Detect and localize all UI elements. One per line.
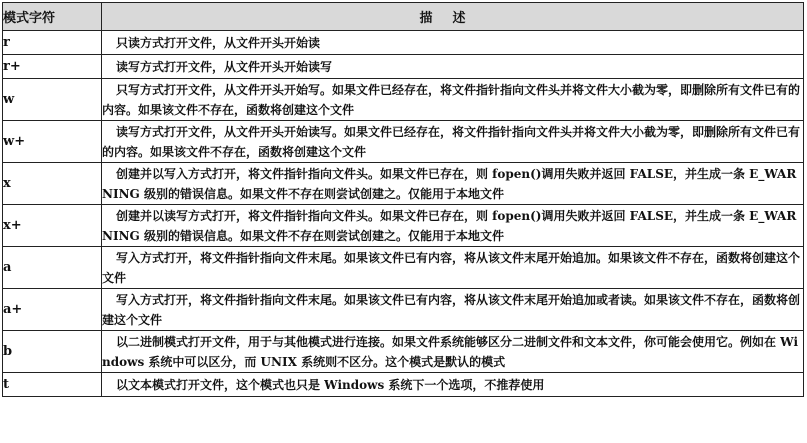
header-mode: 模式字符 [3, 3, 102, 31]
header-description: 描述 [102, 3, 804, 31]
mode-cell: r [3, 31, 102, 55]
description-cell: 只写方式打开文件，从文件开头开始写。如果文件已经存在，将文件指针指向文件头并将文件大小截为零，即删除所有文件已有的内容。如果该文件不存在，函数将创建这个文件 [102, 79, 804, 121]
description-cell: 读写方式打开文件，从文件开头开始读写 [102, 55, 804, 79]
description-cell: 以文本模式打开文件，这个模式也只是 Windows 系统下一个选项，不推荐使用 [102, 373, 804, 397]
table-row [3, 31, 804, 55]
description-cell: 创建并以读写方式打开，将文件指针指向文件头。如果文件已存在，则 fopen()调用失败并返回 FALSE，并生成一条 E_WARNING 级别的错误信息。如果文件不存在则尝试创建之。仅能用于本地文件 [102, 205, 804, 247]
description-cell: 读写方式打开文件，从文件开头开始读写。如果文件已经存在，将文件指针指向文件头并将文件大小截为零，即删除所有文件已有的内容。如果该文件不存在，函数将创建这个文件 [102, 121, 804, 163]
description-cell: 写入方式打开，将文件指针指向文件末尾。如果该文件已有内容，将从该文件末尾开始追加。如果该文件不存在，函数将创建这个文件 [102, 247, 804, 289]
table-row [3, 373, 804, 397]
description-cell: 创建并以写入方式打开，将文件指针指向文件头。如果文件已存在，则 fopen()调用失败并返回 FALSE，并生成一条 E_WARNING 级别的错误信息。如果文件不存在则尝试创建之。仅能用于本地文件 [102, 163, 804, 205]
table-row [3, 289, 804, 331]
mode-cell: w [3, 79, 102, 121]
table-row [3, 331, 804, 373]
mode-cell: x [3, 163, 102, 205]
file-mode-table-wrapper [2, 2, 803, 397]
description-cell: 只读方式打开文件，从文件开头开始读 [102, 31, 804, 55]
description-cell: 以二进制模式打开文件，用于与其他模式进行连接。如果文件系统能够区分二进制文件和文本文件，你可能会使用它。例如在 Windows 系统中可以区分，而 UNIX 系统则不区分。这个模式是默认的模式 [102, 331, 804, 373]
mode-cell: a+ [3, 289, 102, 331]
mode-cell: t [3, 373, 102, 397]
table-row [3, 121, 804, 163]
table-row [3, 205, 804, 247]
description-cell: 写入方式打开，将文件指针指向文件末尾。如果该文件已有内容，将从该文件末尾开始追加或者读。如果该文件不存在，函数将创建这个文件 [102, 289, 804, 331]
table-row [3, 163, 804, 205]
mode-cell: r+ [3, 55, 102, 79]
mode-cell: a [3, 247, 102, 289]
table-header-row [3, 3, 804, 31]
table-row [3, 55, 804, 79]
mode-cell: x+ [3, 205, 102, 247]
mode-cell: b [3, 331, 102, 373]
mode-cell: w+ [3, 121, 102, 163]
table-row [3, 79, 804, 121]
table-row [3, 247, 804, 289]
file-mode-table [2, 2, 804, 397]
